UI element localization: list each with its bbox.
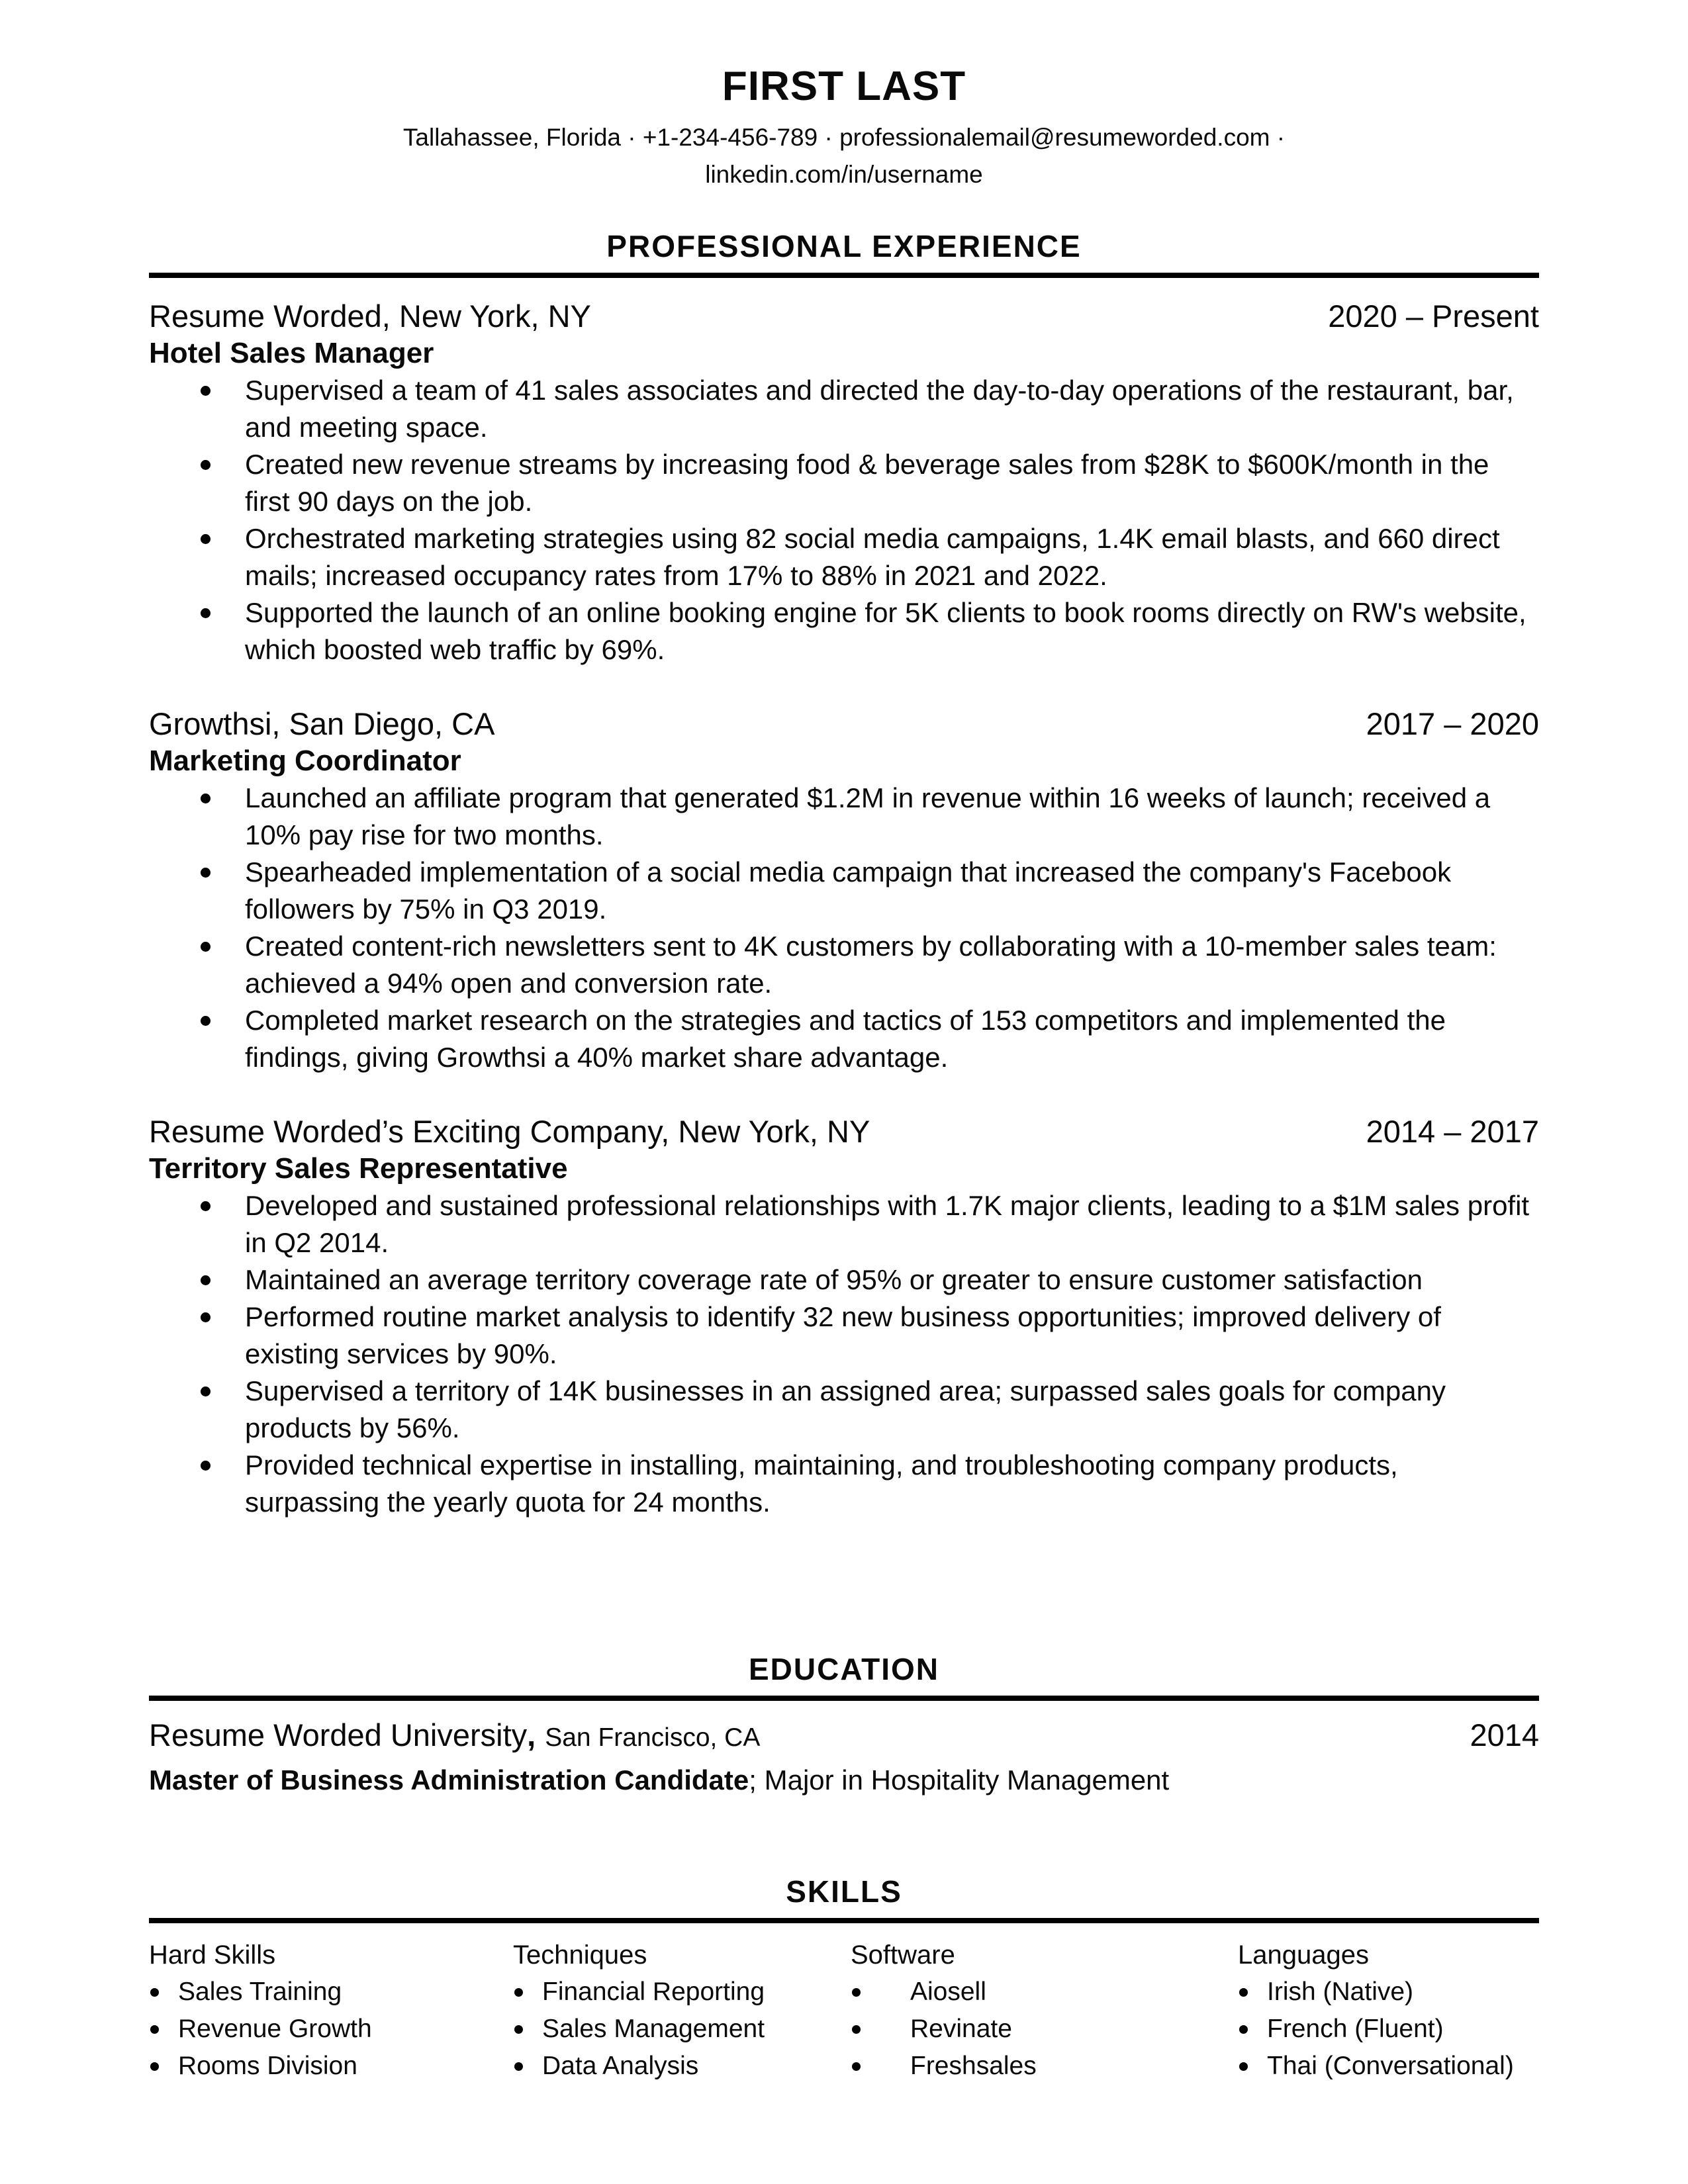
skills-item-list (149, 1974, 513, 2085)
job-bullet-list (149, 372, 1539, 668)
bullet-item: Orchestrated marketing strategies using 82 social media campaigns, 1.4K email blasts, and 660 direct mails; increased occupancy rates from 17% to 88% in 2021 and 2022. (149, 520, 1539, 594)
skill-item: Irish (Native) (1238, 1974, 1539, 2011)
bullet-item: Spearheaded implementation of a social media campaign that increased the company's Facebook followers by 75% in Q3 2019. (149, 854, 1539, 928)
job-bullet-list (149, 780, 1539, 1076)
skill-item: Aiosell (851, 1974, 1238, 2011)
job-dates: 2020 – Present (1328, 298, 1539, 334)
job-title: Hotel Sales Manager (149, 337, 434, 369)
education-heading: EDUCATION (748, 1652, 940, 1686)
bullet-item: Created new revenue streams by increasing food & beverage sales from $28K to $600K/month in the first 90 days on the job. (149, 446, 1539, 520)
skill-item: Thai (Conversational) (1238, 2048, 1539, 2085)
resume-header (149, 64, 1539, 193)
bullet-item: Performed routine market analysis to identify 32 new business opportunities; improved delivery of existing services by 90%. (149, 1298, 1539, 1373)
section-divider (149, 273, 1539, 278)
skills-column-header: Languages (1238, 1940, 1369, 1970)
job-header (149, 705, 1539, 743)
degree-line (149, 1762, 1539, 1799)
bullet-item: Supported the launch of an online booking engine for 5K clients to book rooms directly on RW's website, which boosted web traffic by 69%. (149, 594, 1539, 668)
skills-column-header: Software (851, 1940, 955, 1970)
school-line (149, 1717, 760, 1762)
experience-heading: PROFESSIONAL EXPERIENCE (606, 229, 1082, 263)
skills-item-list (1238, 1974, 1539, 2085)
skill-item: Sales Training (149, 1974, 513, 2011)
job-list (149, 298, 1539, 1521)
skills-heading: SKILLS (786, 1874, 902, 1909)
section-skills (149, 1873, 1539, 2085)
bullet-item: Launched an affiliate program that generated $1.2M in revenue within 16 weeks of launch; received a 10% pay rise for two months. (149, 780, 1539, 854)
skill-item: French (Fluent) (1238, 2011, 1539, 2048)
skills-column-header: Hard Skills (149, 1940, 276, 1970)
job-company: Growthsi, San Diego, CA (149, 706, 495, 741)
skills-column-hard-skills (149, 1936, 513, 2085)
education-dates: 2014 (1470, 1717, 1539, 1752)
bullet-item: Provided technical expertise in installing, maintaining, and troubleshooting company products, surpassing the yearly quota for 24 months. (149, 1447, 1539, 1521)
job-dates: 2017 – 2020 (1366, 706, 1539, 741)
skills-grid (149, 1936, 1539, 2085)
contact-line-2: linkedin.com/in/username (705, 161, 983, 188)
skill-item: Data Analysis (513, 2048, 851, 2085)
job-dates: 2014 – 2017 (1366, 1114, 1539, 1149)
section-divider (149, 1918, 1539, 1923)
skill-item: Freshsales (851, 2048, 1238, 2085)
skill-item: Sales Management (513, 2011, 851, 2048)
bullet-item: Supervised a team of 41 sales associates and directed the day-to-day operations of the restaurant, bar, and meeting space. (149, 372, 1539, 446)
bullet-item: Supervised a territory of 14K businesses in an assigned area; surpassed sales goals for company products by 56%. (149, 1373, 1539, 1447)
skills-item-list (851, 1974, 1238, 2085)
candidate-name: FIRST LAST (722, 64, 966, 109)
skills-column-languages (1238, 1936, 1539, 2085)
job-entry (149, 298, 1539, 668)
skills-item-list (513, 1974, 851, 2085)
contact-line-1: Tallahassee, Florida · +1-234-456-789 · professionalemail@resumeworded.com · (402, 124, 1286, 151)
bullet-item: Maintained an average territory coverage rate of 95% or greater to ensure customer satisfaction (149, 1261, 1539, 1298)
bullet-item: Created content-rich newsletters sent to 4K customers by collaborating with a 10-member sales team: achieved a 94% open and conversion rate. (149, 928, 1539, 1002)
skill-item: Revinate (851, 2011, 1238, 2048)
degree-name: Master of Business Administration Candidate (149, 1764, 749, 1796)
bullet-item: Developed and sustained professional relationships with 1.7K major clients, leading to a $1M sales profit in Q2 2014. (149, 1187, 1539, 1261)
job-header (149, 1113, 1539, 1150)
education-entry (149, 1717, 1539, 1762)
skill-item: Financial Reporting (513, 1974, 851, 2011)
job-bullet-list (149, 1187, 1539, 1521)
skills-column-software (851, 1936, 1238, 2085)
job-company: Resume Worded’s Exciting Company, New York, NY (149, 1114, 870, 1149)
job-title: Marketing Coordinator (149, 745, 461, 777)
degree-major: ; Major in Hospitality Management (749, 1764, 1170, 1796)
school-name: Resume Worded University (149, 1717, 528, 1752)
section-education (149, 1651, 1539, 1799)
school-separator: , (527, 1717, 536, 1752)
job-header (149, 298, 1539, 335)
job-entry (149, 1113, 1539, 1521)
section-divider (149, 1696, 1539, 1701)
contact-info (149, 119, 1539, 193)
job-title: Territory Sales Representative (149, 1152, 568, 1185)
skill-item: Rooms Division (149, 2048, 513, 2085)
job-entry (149, 705, 1539, 1076)
skills-column-header: Techniques (513, 1940, 647, 1970)
section-experience (149, 228, 1539, 1521)
job-company: Resume Worded, New York, NY (149, 298, 591, 334)
bullet-item: Completed market research on the strategies and tactics of 153 competitors and implemented the findings, giving Growthsi a 40% market share advantage. (149, 1002, 1539, 1076)
skill-item: Revenue Growth (149, 2011, 513, 2048)
skills-column-techniques (513, 1936, 851, 2085)
school-location: San Francisco, CA (545, 1723, 761, 1752)
